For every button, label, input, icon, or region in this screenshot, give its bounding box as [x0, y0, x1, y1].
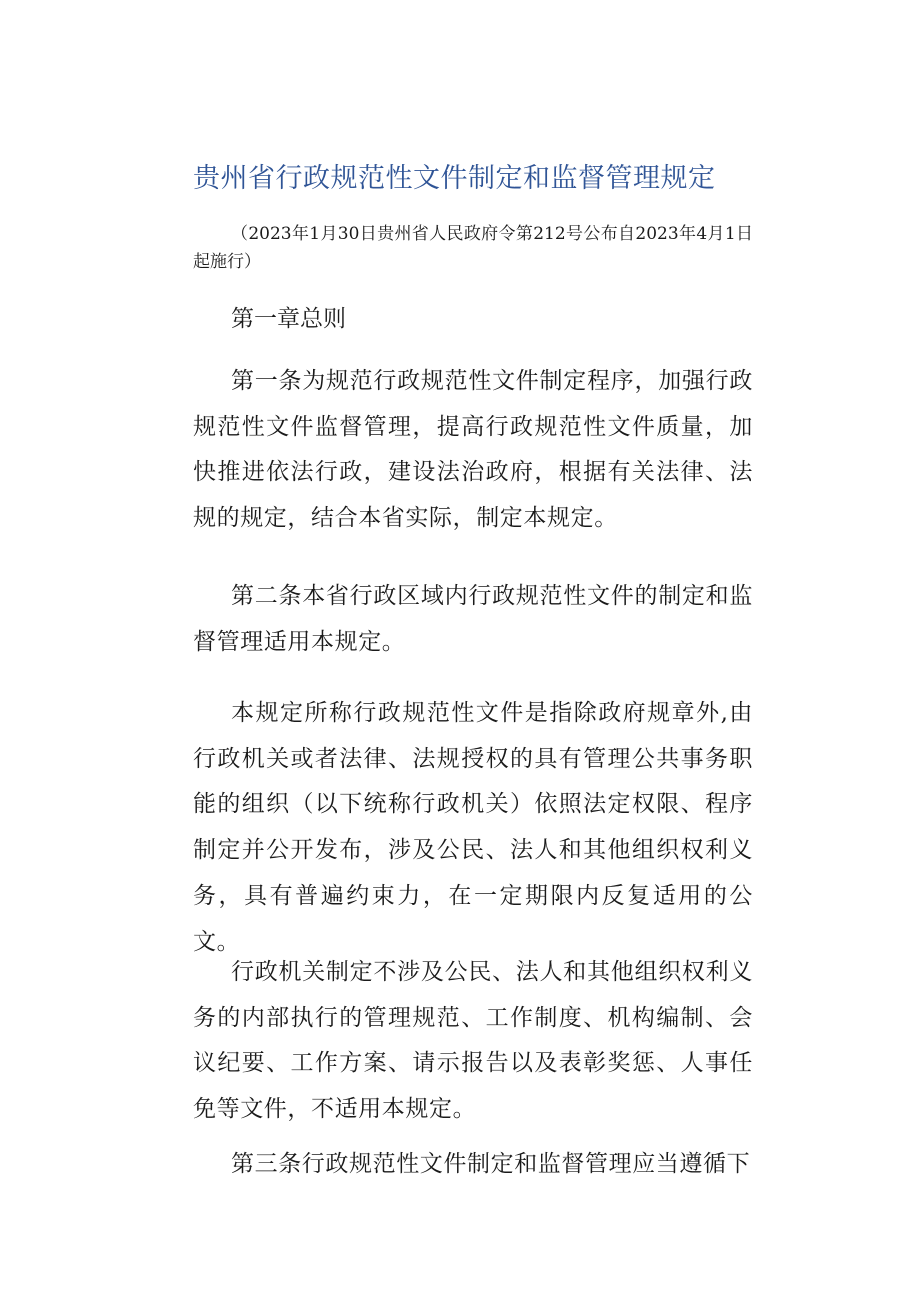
document-title: 贵州省行政规范性文件制定和监督管理规定	[193, 163, 716, 194]
paragraph-article-1: 第一条为规范行政规范性文件制定程序，加强行政规范性文件监督管理，提高行政规范性文件质量，加快推进依法行政，建设法治政府，根据有关法律、法规的规定，结合本省实际，制定本规定。	[193, 368, 753, 532]
paragraph-article-2: 第二条本省行政区域内行政规范性文件的制定和监督管理适用本规定。	[193, 583, 753, 655]
publication-note: （2023年1月30日贵州省人民政府令第212号公布自2023年4月1日起施行）	[193, 224, 753, 272]
chapter-heading: 第一章总则	[231, 306, 346, 332]
paragraph-article-3: 第三条行政规范性文件制定和监督管理应当遵循下	[231, 1151, 751, 1177]
paragraph-exclusion: 行政机关制定不涉及公民、法人和其他组织权利义务的内部执行的管理规范、工作制度、机构编制、会议纪要、工作方案、请示报告以及表彰奖惩、人事任免等文件，不适用本规定。	[193, 959, 753, 1123]
paragraph-definition: 本规定所称行政规范性文件是指除政府规章外,由行政机关或者法律、法规授权的具有管理公共事务职能的组织（以下统称行政机关）依照法定权限、程序制定并公开发布，涉及公民、法人和其他组织权利义务，具有普遍约束力，在一定期限内反复适用的公文。	[193, 700, 753, 955]
